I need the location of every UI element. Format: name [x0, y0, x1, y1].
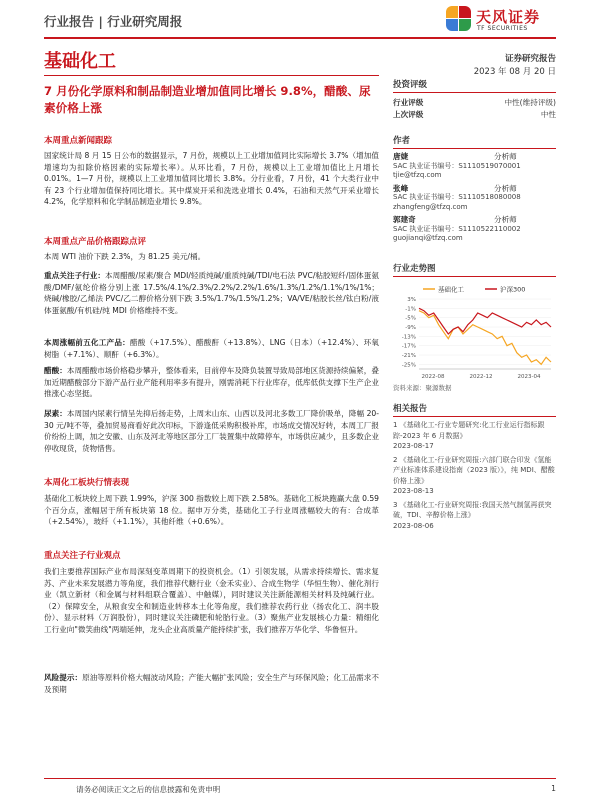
related-report-title[interactable]: 3 《基础化工-行业研究周报:我国天然气制氢再获突破，TDI、辛醇价格上涨》 — [393, 500, 552, 519]
label-risks: 风险提示： — [44, 673, 83, 682]
analyst-name: 郭建奇 — [393, 215, 416, 224]
logo-text-cn: 天风证券 — [476, 8, 541, 26]
logo-mark-icon — [446, 6, 472, 32]
related-heading: 相关报告 — [393, 402, 556, 417]
text-urea: 本周国内尿素行情呈先抑后扬走势，上周末山东、山西以及河北多数工厂降价吸单，降幅 20-30 元/吨不等，叠加贸易商看好此次印标，下游逢低采购积极补库，市场成交情况好转，本周工厂报价纷纷上调，加之安徽、山东及河北等地区部分工厂装置集中故障停车，市场供应减少，且多数企业停收现货，货物惜售。 — [44, 409, 380, 453]
analyst-role: 分析师 — [494, 183, 517, 193]
analyst-email[interactable]: guojianqi@tfzq.com — [393, 234, 463, 242]
analyst-card — [393, 184, 556, 213]
report-date: 2023 年 08 月 20 日 — [473, 67, 556, 77]
related-report-item[interactable] — [393, 500, 556, 532]
label-key-subsectors: 重点关注子行业： — [44, 271, 106, 280]
paragraph-top-five — [44, 337, 379, 360]
company-logo — [446, 4, 556, 38]
report-category: 行业报告 | 行业研究周报 — [44, 14, 183, 29]
analyst-card — [393, 152, 556, 181]
trend-chart-svg — [393, 283, 556, 383]
text-top-five: 醋酸（+17.5%）、醋酸酐（+13.8%）、LNG（日本）（+12.4%）、环氧树脂（+7.1%）、顺酐（+6.3%）。 — [44, 338, 379, 359]
x-tick-label: 2022-08 — [421, 374, 445, 380]
y-tick-label: 3% — [407, 297, 416, 303]
rating-value: 中性 — [540, 110, 556, 119]
page-number: 1 — [551, 784, 556, 793]
label-urea: 尿素： — [44, 409, 67, 418]
analyst-cert: SAC 执业证书编号：S1110519070001 — [393, 161, 521, 170]
rating-key: 行业评级 — [393, 98, 424, 107]
paragraph-risks — [44, 672, 379, 695]
rating-row — [393, 109, 556, 121]
analyst-role: 分析师 — [494, 152, 517, 161]
chart-heading: 行业走势图 — [393, 262, 556, 277]
x-tick-label: 2023-04 — [517, 374, 541, 380]
series-line — [419, 311, 551, 365]
x-tick-label: 2022-12 — [469, 374, 493, 380]
paragraph-key-subsectors — [44, 270, 379, 316]
y-tick-label: -25% — [401, 362, 416, 369]
section-heading-views: 重点关注子行业观点 — [44, 551, 121, 561]
footer-divider — [44, 778, 556, 779]
text-key-subsectors: 本周醋酸/尿素/聚合 MDI/轻质纯碱/重质纯碱/TDI/电石法 PVC/粘胶短纤/固体蛋氨酸/DMF/氨纶价格分别上涨 17.5%/4.1%/2.3%/2.2%/2.2%/1.6%/1.3%/1.2%/1.1%/1%/1%；烧碱/橡胶/乙烯法 PVC/乙二醇价格分别下跌 3.5%/1.7%/1.5%/1.2%；VA/VE/粘胶长丝/钛白粉/液体蛋氨酸/有机硅/纯 MDI 价格维持不变。 — [44, 271, 380, 315]
related-report-date: 2023-08-13 — [393, 487, 434, 495]
text-risks: 原油等原料价格大幅波动风险；产能大幅扩张风险；安全生产与环保风险；化工品需求不及预期 — [44, 673, 380, 694]
chart-source: 资料来源：聚源数据 — [393, 384, 452, 392]
rating-key: 上次评级 — [393, 110, 424, 119]
trend-chart — [393, 283, 556, 395]
paragraph-news: 国家统计局 8 月 15 日公布的数据显示，7 月份，规模以上工业增加值同比实际增长 3.7%（增加值增速均为扣除价格因素的实际增长率）。从环比看，7 月份，规模以上工业增加值比上月增长 0.01%。1—7 月份，规模以上工业增加值同比增长 3.8%。分行业看，7 月份，41 个大类行业中有 23 个行业增加值保持同比增长。其中煤炭开采和洗选业增长 0.4%，石油和天然气开采业增长 4.2%，化学原料和化学制品制造业增长 9.8%。 — [44, 151, 379, 206]
industry-name: 基础化工 — [44, 51, 116, 72]
header-divider — [44, 37, 556, 39]
rating-panel — [393, 78, 556, 121]
y-tick-label: -1% — [405, 306, 416, 313]
industry-divider — [44, 75, 379, 76]
analyst-card — [393, 215, 556, 244]
analyst-role: 分析师 — [494, 215, 517, 224]
report-title: 7 月份化学原料和制品制造业增加值同比增长 9.8%，醋酸、尿素价格上涨 — [44, 84, 371, 115]
related-report-title[interactable]: 2 《基础化工-行业研究周报:六部门联合印发《氢能产业标准体系建设指南（2023 版）》，纯 MDI、醋酸价格上涨》 — [393, 455, 555, 485]
related-report-date: 2023-08-17 — [393, 442, 434, 450]
section-heading-market: 本周化工板块行情表现 — [44, 478, 130, 488]
y-tick-label: -9% — [405, 325, 416, 331]
rating-row — [393, 97, 556, 109]
related-report-date: 2023-08-06 — [393, 521, 434, 530]
paragraph-acetic-acid — [44, 365, 379, 400]
legend-label: 基础化工 — [438, 285, 464, 294]
text-acetic-acid: 本周醋酸市场价格稳步攀升，整体看来，目前停车及降负装置导致局部地区货源持续偏紧，叠加近期醋酸部分下游产品行业产能利用率多有提升，刚需消耗下行业库存，低库低供支撑下生产企业推涨心态坚挺。 — [44, 366, 379, 398]
section-heading-prices: 本周重点产品价格跟踪点评 — [44, 237, 147, 247]
analyst-email[interactable]: zhangfeng@tfzq.com — [393, 202, 468, 211]
y-tick-label: -5% — [405, 315, 416, 322]
footer-disclaimer: 请务必阅读正文之后的信息披露和免责申明 — [76, 785, 221, 794]
legend-label: 沪深300 — [500, 285, 526, 294]
paragraph-market: 基础化工板块较上周下跌 1.99%，沪深 300 指数较上周下跌 2.58%。基础化工板块跑赢大盘 0.59 个百分点，涨幅居于所有板块第 18 位。据申万分类，基础化工子行业周涨幅较大的有：合成革（+2.54%），玻纤（+1.1%），其他纤维（+0.6%）。 — [44, 494, 379, 526]
analyst-name: 唐婕 — [393, 152, 409, 161]
chart-heading-wrap — [393, 262, 556, 277]
authors-heading: 作者 — [393, 134, 556, 149]
y-tick-label: -21% — [401, 353, 416, 359]
authors-panel — [393, 134, 556, 244]
logo-text-en: TF SECURITIES — [477, 25, 528, 32]
paragraph-views: 我们主要推荐国际产业布局深刻变革周期下的投资机会。（1）引领发展，从需求持续增长、需求复苏、产业未来发展潜力等角度，我们推荐代糖行业（金禾实业）、合成生物学（华恒生物）、催化剂行业（凯立新材（和金属与材料组联合覆盖）、中触媒），同时建议关注新能源相关材料及纯碱行业。（2）保障安全，从粮食安全和制造业转移本土化等角度，我们推荐农药行业（扬农化工、润丰股份）、显示材料（万润股份），同时建议关注磷肥和轮胎行业。（3）聚焦产业发展核心力量：精细化工行业向"微笑曲线"两端延伸，龙头企业高质量产能持续扩张，我们推荐万华化学、华鲁恒升。 — [44, 567, 379, 634]
analyst-cert: SAC 执业证书编号：S1110522110002 — [393, 224, 521, 233]
label-top-five: 本周涨幅前五化工产品： — [44, 338, 130, 347]
section-heading-news: 本周重点新闻跟踪 — [44, 136, 113, 146]
report-header — [44, 10, 556, 40]
label-acetic-acid: 醋酸： — [44, 366, 67, 375]
related-report-title[interactable]: 1 《基础化工-行业专题研究:化工行业运行指标跟踪-2023 年 6 月数据》 — [393, 421, 545, 440]
related-report-item[interactable] — [393, 455, 556, 497]
related-panel — [393, 402, 556, 531]
analyst-cert: SAC 执业证书编号：S1110518080008 — [393, 193, 521, 201]
analyst-name: 张峰 — [393, 183, 409, 193]
analyst-email[interactable]: tjie@tfzq.com — [393, 171, 442, 179]
related-report-item[interactable] — [393, 420, 556, 452]
y-tick-label: -13% — [401, 334, 416, 341]
report-type: 证券研究报告 — [504, 54, 556, 64]
y-tick-label: -17% — [401, 343, 416, 350]
rating-heading: 投资评级 — [393, 78, 556, 93]
paragraph-urea — [44, 408, 379, 454]
rating-value: 中性(维持评级) — [504, 98, 556, 107]
paragraph-wti: 本周 WTI 油价下跌 2.3%，为 81.25 美元/桶。 — [44, 252, 206, 261]
